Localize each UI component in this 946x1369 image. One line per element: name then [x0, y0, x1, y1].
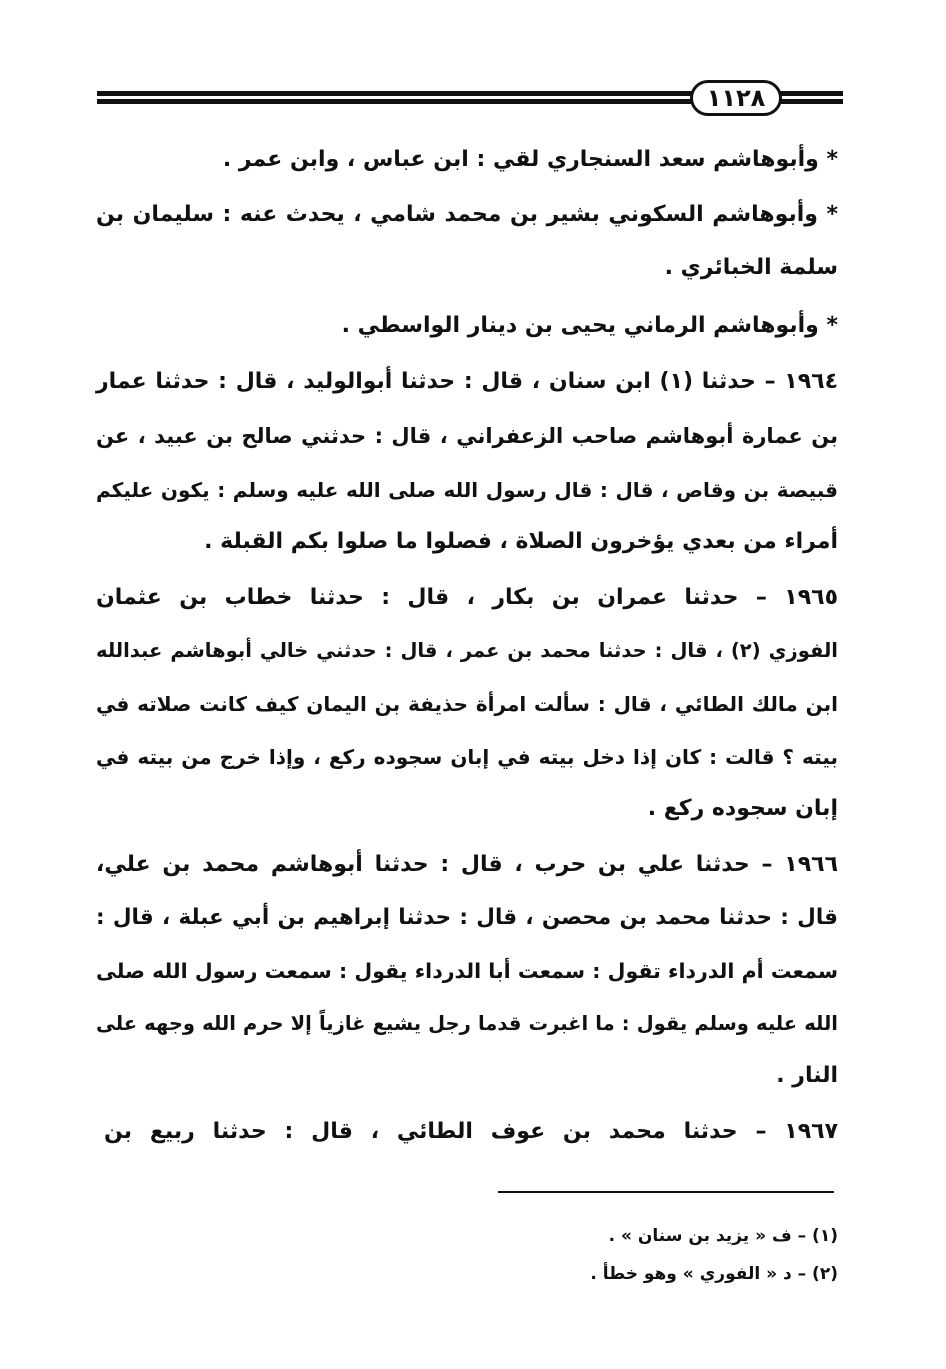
text-line: ١٩٦٤ – حدثنا (١) ابن سنان ، قال : حدثنا أبوالوليد ، قال : حدثنا عمار	[96, 369, 838, 394]
text-line: * وأبوهاشم السكوني بشير بن محمد شامي ، يحدث عنه : سليمان بن	[96, 202, 838, 227]
footnote-separator	[498, 1191, 834, 1193]
text-line: ١٩٦٦ – حدثنا علي بن حرب ، قال : حدثنا أبوهاشم محمد بن علي،	[96, 852, 838, 877]
text-line: بيته ؟ قالت : كان إذا دخل بيته في إبان سجوده ركع ، وإذا خرج من بيته في	[96, 745, 838, 769]
text-line: الفوزي (٢) ، قال : حدثنا محمد بن عمر ، قال : حدثني خالي أبوهاشم عبدالله	[96, 639, 838, 662]
text-line: ١٩٦٥ – حدثنا عمران بن بكار ، قال : حدثنا خطاب بن عثمان	[96, 585, 838, 610]
page-number-frame	[690, 80, 782, 116]
text-line: * وأبوهاشم الرماني يحيى بن دينار الواسطي .	[341, 313, 838, 338]
text-line: * وأبوهاشم سعد السنجاري لقي : ابن عباس ، وابن عمر .	[222, 147, 838, 172]
text-line: أمراء من بعدي يؤخرون الصلاة ، فصلوا ما صلوا بكم القبلة .	[204, 529, 838, 554]
text-line: سلمة الخبائري .	[664, 255, 838, 280]
text-line: قال : حدثنا محمد بن محصن ، قال : حدثنا إبراهيم بن أبي عبلة ، قال :	[96, 905, 838, 930]
header-rule-right	[775, 91, 843, 106]
text-line: الله عليه وسلم يقول : ما اغبرت قدما رجل يشيع غازياً إلا حرم الله وجهه على	[96, 1012, 838, 1035]
page-number: ١١٢٨	[706, 84, 766, 112]
text-line: ١٩٦٧ – حدثنا محمد بن عوف الطائي ، قال : حدثنا ربيع بن	[104, 1119, 838, 1144]
text-line: بن عمارة أبوهاشم صاحب الزعفراني ، قال : حدثني صالح بن عبيد ، عن	[96, 424, 838, 448]
footnote: (٢) – د « الفوري » وهو خطأ .	[590, 1264, 838, 1284]
header-rule-left	[97, 91, 697, 106]
text-line: ابن مالك الطائي ، قال : سألت امرأة حذيفة بن اليمان كيف كانت صلاته في	[96, 692, 838, 716]
text-line: النار .	[776, 1063, 838, 1088]
footnote: (١) – ف « يزيد بن سنان » .	[608, 1226, 838, 1246]
text-line: إبان سجوده ركع .	[647, 796, 838, 821]
text-line: قبيصة بن وقاص ، قال : قال رسول الله صلى الله عليه وسلم : يكون عليكم	[96, 478, 838, 502]
text-line: سمعت أم الدرداء تقول : سمعت أبا الدرداء يقول : سمعت رسول الله صلى	[96, 959, 838, 983]
